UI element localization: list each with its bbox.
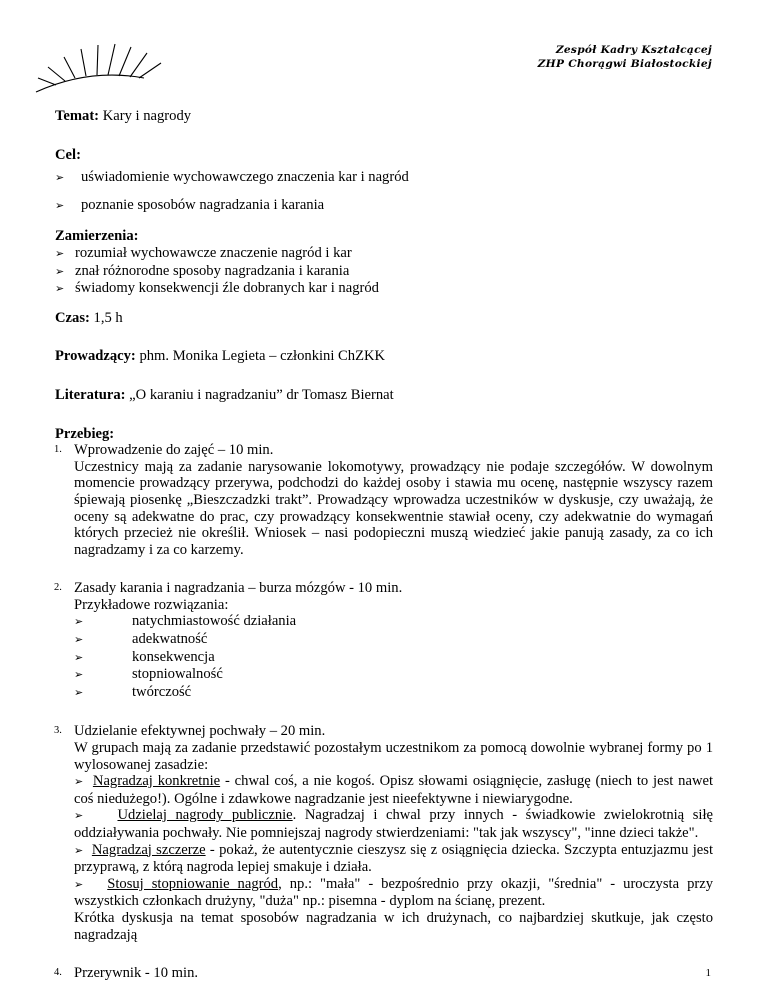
step-outro: Krótka dyskusja na temat sposobów nagradzania w ich drużynach, co najbardziej skutkuje, jak często nagradzają: [74, 909, 713, 943]
arrowhead-bullet-icon: ➢: [55, 282, 65, 296]
org-line-2: ZHP Chorągwi Białostockiej: [537, 58, 712, 70]
rule-heading: Nagradzaj konkretnie: [92, 773, 221, 790]
literature-label: Literatura:: [55, 386, 126, 403]
arrowhead-bullet-icon: ➢: [74, 668, 84, 682]
solution-item: ➢ natychmiastowość działania: [74, 613, 297, 630]
solution-item: ➢ twórczość: [74, 683, 192, 700]
step-4: [55, 965, 713, 982]
rule-item: ➢ Udzielaj nagrody publicznie. Nagradzaj i chwal przy innych - świadkowie zwielokrotnią siłę oddziaływania pochwały. Nie pomniejszaj nagrody stwierdzeniami: "tak jak wszyscy", "inne dzieci także".: [74, 807, 713, 841]
arrowhead-bullet-icon: ➢: [74, 685, 84, 699]
literature-value: „O karaniu i nagradzaniu” dr Tomasz Biernat: [129, 386, 394, 403]
step-3: [55, 723, 713, 943]
arrowhead-bullet-icon: ➢: [74, 650, 84, 664]
rule-heading: Nagradzaj szczerze: [91, 841, 206, 858]
arrowhead-bullet-icon: ➢: [74, 633, 84, 647]
arrowhead-bullet-icon: ➢: [74, 775, 84, 789]
step-number: 1.: [54, 444, 62, 456]
topic-value: Kary i nagrody: [102, 108, 192, 124]
arrowhead-bullet-icon: ➢: [55, 264, 65, 278]
leader-line: [55, 348, 713, 365]
arrowhead-bullet-icon: ➢: [74, 809, 84, 823]
solution-item: ➢ stopniowalność: [74, 666, 223, 683]
solution-item: ➢ konsekwencja: [74, 648, 215, 665]
aim-item: ➢ świadomy konsekwencji źle dobranych kar i nagród: [55, 280, 379, 297]
course-label: Przebieg:: [55, 425, 115, 442]
step-number: 4.: [54, 967, 62, 979]
arrowhead-bullet-icon: ➢: [55, 171, 65, 185]
goals-label: Cel:: [55, 146, 81, 163]
time-value: 1,5 h: [93, 309, 123, 326]
course-steps: [55, 442, 713, 982]
arrowhead-bullet-icon: ➢: [74, 843, 84, 857]
arrowhead-bullet-icon: ➢: [74, 877, 84, 891]
page-number: 1: [705, 967, 711, 979]
topic-label: Temat:: [55, 108, 100, 124]
step-title: Przerywnik - 10 min.: [74, 965, 199, 982]
step-intro: W grupach mają za zadanie przedstawić pozostałym uczestnikom za pomocą dowolnie wybranej formy po 1 wylosowanej zasadzie:: [74, 740, 713, 773]
aims-label: Zamierzenia:: [55, 228, 139, 245]
solution-item: ➢ adekwatność: [74, 631, 208, 648]
rule-item: ➢ Nagradzaj konkretnie - chwal coś, a nie kogoś. Opisz słowami osiągnięcie, zasługę (niech to jest nawet coś niedużego!). Ogólne i zdawkowe nagradzanie jest nieefektywne i niewiarygodne.: [74, 773, 714, 807]
aim-item: ➢ rozumiał wychowawcze znaczenie nagród i kar: [55, 244, 352, 261]
step-title: Wprowadzenie do zajęć – 10 min.: [74, 442, 274, 459]
step-title: Udzielanie efektywnej pochwały – 20 min.: [74, 723, 326, 740]
step-number: 3.: [54, 725, 62, 737]
time-label: Czas:: [55, 309, 90, 326]
leader-label: Prowadzący:: [55, 348, 136, 365]
goal-item: ➢ uświadomienie wychowawczego znaczenia kar i nagród: [55, 169, 409, 186]
step-1: [55, 442, 713, 558]
sun-rays-logo: [34, 32, 184, 102]
rule-item: ➢ Stosuj stopniowanie nagród, np.: "mała" - bezpośrednio przy okazji, "średnia" - uroczysta przy wszystkich członkach drużyny, "duża" np.: pisemna - dyplom na ścianę, prezent.: [74, 875, 713, 910]
step-number: 2.: [54, 582, 62, 594]
step-intro: Przykładowe rozwiązania:: [74, 596, 229, 613]
aim-item: ➢ znał różnorodne sposoby nagradzania i karania: [55, 262, 350, 279]
arrowhead-bullet-icon: ➢: [74, 615, 84, 629]
org-line-1: Zespół Kadry Kształcącej: [555, 44, 712, 56]
leader-value: phm. Monika Legieta – członkini ChZKK: [139, 348, 386, 365]
goal-item: ➢ poznanie sposobów nagradzania i karania: [55, 196, 325, 213]
rule-heading: Udzielaj nagrody publicznie: [117, 807, 293, 824]
rule-item: ➢ Nagradzaj szczerze - pokaż, że autentycznie cieszysz się z osiągnięcia dziecka. Szczypta entuzjazmu jest przyprawą, z którą nagroda lepiej smakuje i działa.: [74, 841, 714, 876]
arrowhead-bullet-icon: ➢: [55, 246, 65, 260]
step-text: Uczestnicy mają za zadanie narysowanie lokomotywy, prowadzący nie podaje szczegółów. W dowolnym momencie prowadzący przerywa, podchodzi do każdej osoby i stawia mu ocenę, następnie wszyscy razem śpiewają piosenkę „Bieszczadzki trakt”. Prowadzący wprowadza uczestników w dyskusje, czy uważają, że oceny są adekwatne do prac, czy prowadzący konsekwentnie stawiał oceny, czy adekwatnie do wymagań których przecież nie określił. Wniosek – nasi podopieczni muszą wiedzieć jakie panują zasady, za co ich nagradzamy i za co karzemy.: [74, 458, 713, 558]
document-body: [55, 108, 713, 982]
rule-heading: Stosuj stopniowanie nagród: [107, 875, 279, 892]
step-2: [55, 580, 713, 701]
arrowhead-bullet-icon: ➢: [55, 198, 65, 212]
literature-line: [55, 387, 713, 404]
organization-header: [538, 43, 712, 71]
step-title: Zasady karania i nagradzania – burza mózgów - 10 min.: [74, 580, 403, 597]
time-line: [55, 310, 713, 327]
topic-line: [55, 108, 713, 125]
